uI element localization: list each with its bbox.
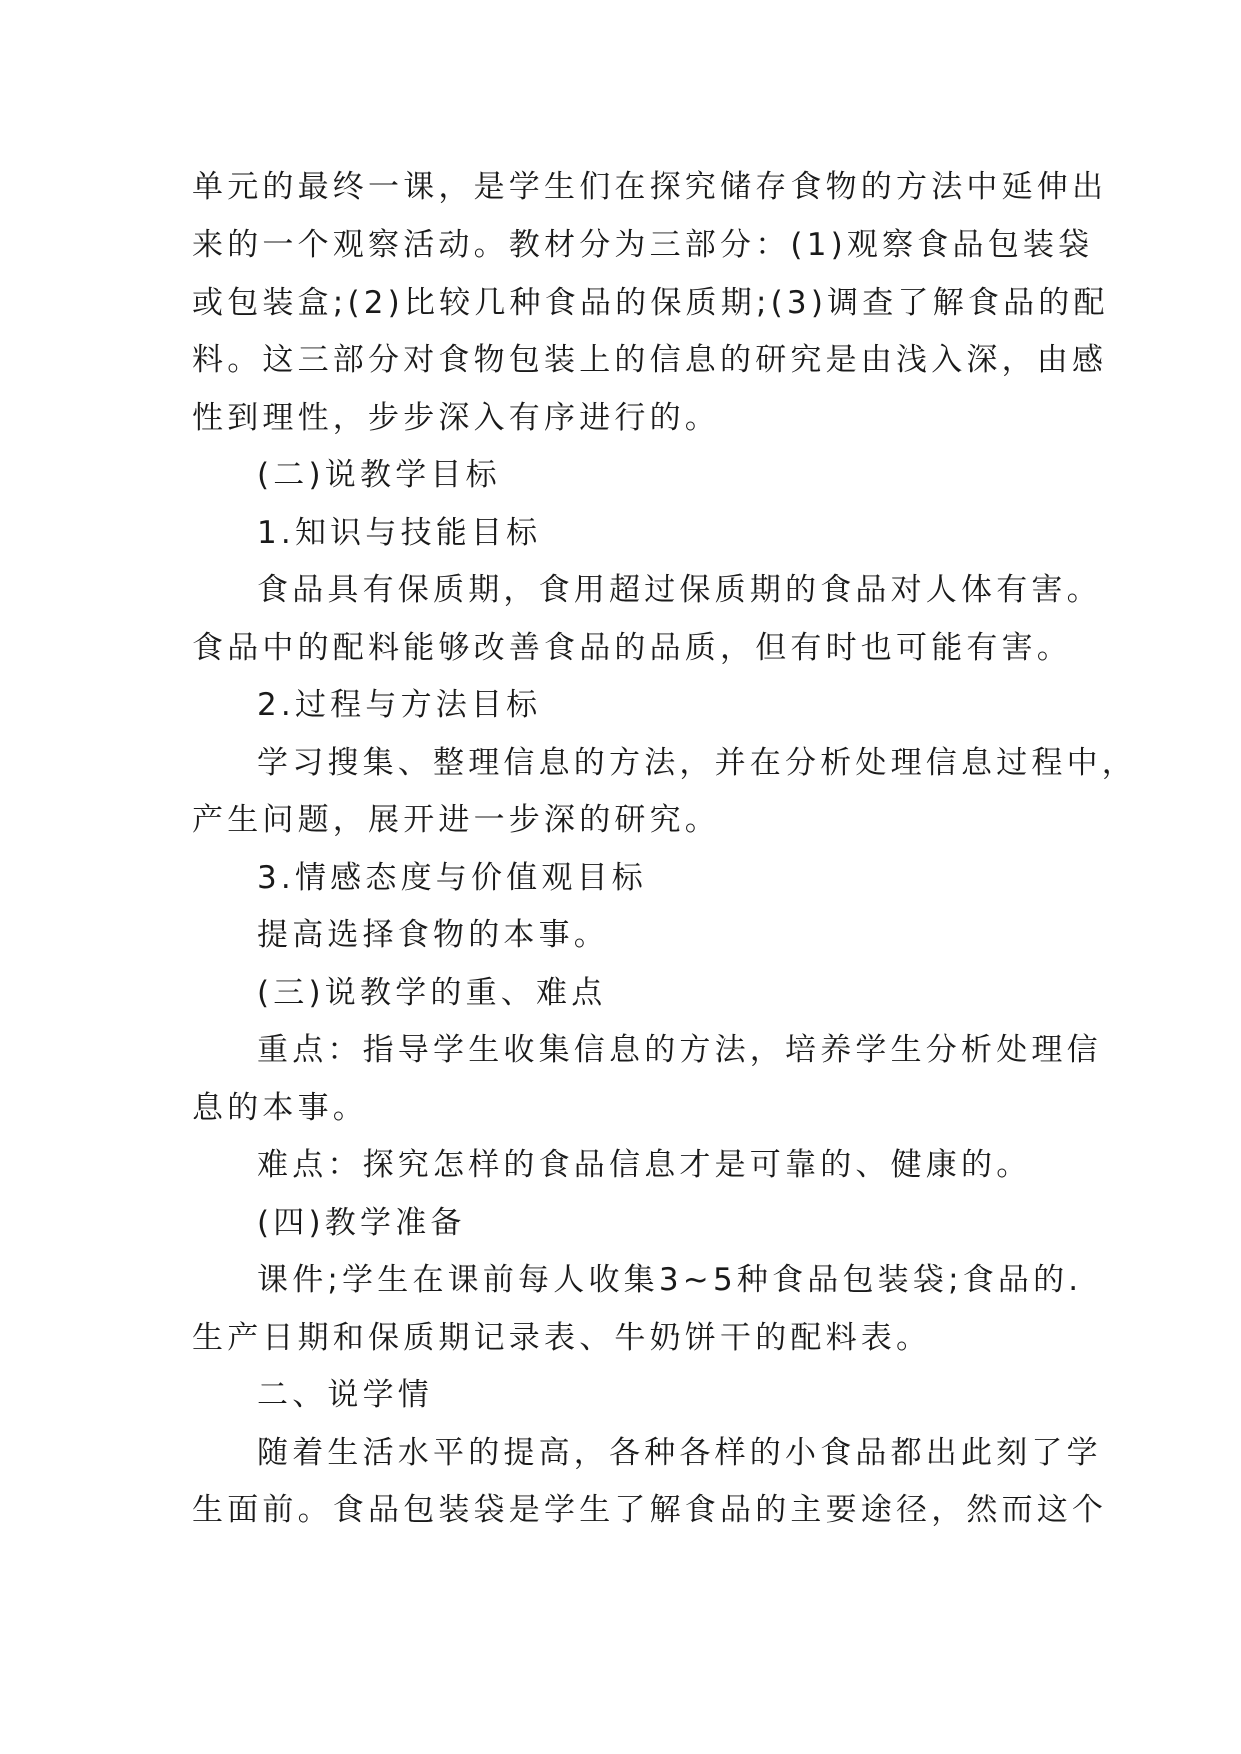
paragraph-line: 学习搜集、整理信息的方法，并在分析处理信息过程中， [257, 745, 1137, 781]
paragraph-line: 生产日期和保质期记录表、牛奶饼干的配料表。 [192, 1320, 932, 1356]
paragraph-line: 课件;学生在课前每人收集3~5种食品包装袋;食品的. [257, 1262, 1083, 1298]
subsection-heading: 2.过程与方法目标 [257, 687, 542, 723]
subsection-heading: 3.情感态度与价值观目标 [257, 860, 647, 896]
paragraph-line: 随着生活水平的提高，各种各样的小食品都出此刻了学 [257, 1435, 1102, 1471]
subsection-heading: 1.知识与技能目标 [257, 515, 542, 551]
paragraph-line: 产生问题，展开进一步深的研究。 [192, 802, 720, 838]
paragraph-line: 难点：探究怎样的食品信息才是可靠的、健康的。 [257, 1147, 1032, 1183]
section-heading: (二)说教学目标 [257, 457, 501, 493]
paragraph-line: 单元的最终一课，是学生们在探究储存食物的方法中延伸出 [192, 169, 1108, 205]
paragraph-line: 料。这三部分对食物包装上的信息的研究是由浅入深，由感 [192, 342, 1108, 378]
section-heading: (四)教学准备 [257, 1205, 466, 1241]
section-heading: (三)说教学的重、难点 [257, 975, 607, 1011]
paragraph-line: 息的本事。 [192, 1090, 368, 1126]
chapter-heading: 二、说学情 [257, 1377, 433, 1413]
paragraph-line: 生面前。食品包装袋是学生了解食品的主要途径，然而这个 [192, 1492, 1108, 1528]
paragraph-line: 食品中的配料能够改善食品的品质，但有时也可能有害。 [192, 630, 1072, 666]
paragraph-line: 或包装盒;(2)比较几种食品的保质期;(3)调查了解食品的配 [192, 285, 1109, 321]
paragraph-line: 性到理性，步步深入有序进行的。 [192, 400, 720, 436]
paragraph-line: 食品具有保质期，食用超过保质期的食品对人体有害。 [257, 572, 1102, 608]
paragraph-line: 重点：指导学生收集信息的方法，培养学生分析处理信 [257, 1032, 1102, 1068]
paragraph-line: 提高选择食物的本事。 [257, 917, 609, 953]
paragraph-line: 来的一个观察活动。教材分为三部分：(1)观察食品包装袋 [192, 227, 1094, 263]
